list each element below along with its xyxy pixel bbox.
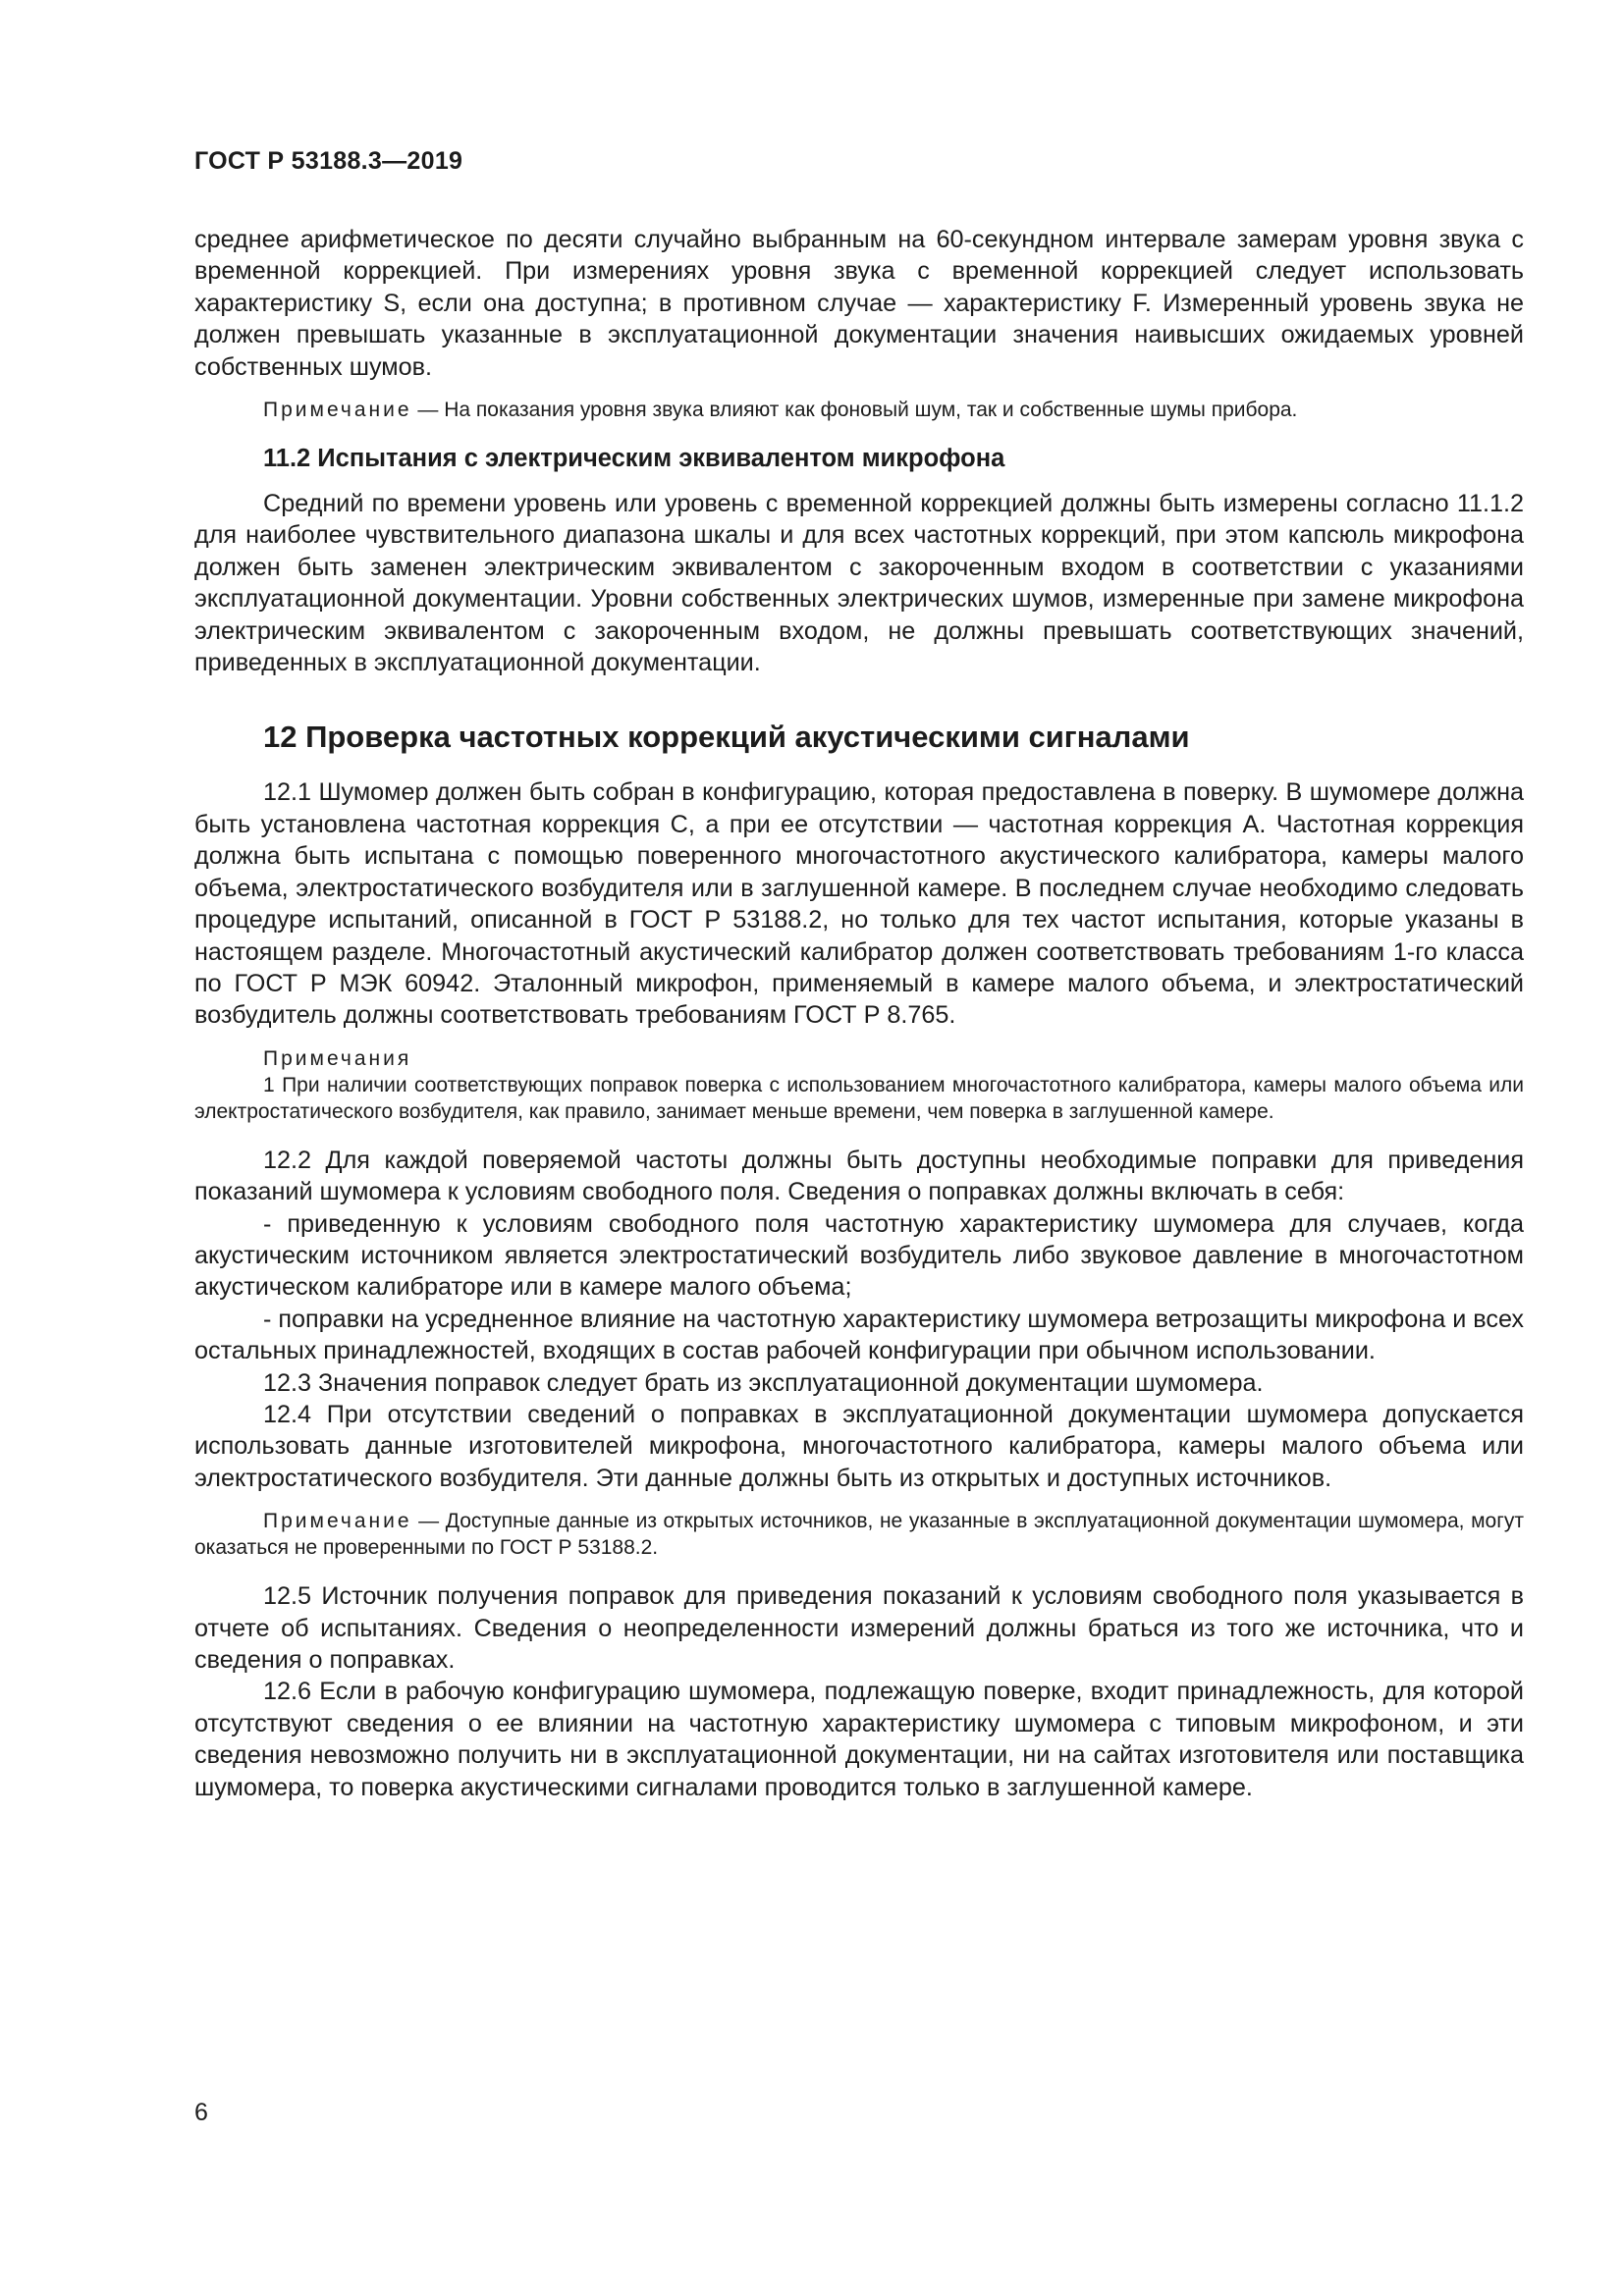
note-sound-level — [194, 397, 1524, 423]
paragraph-11-2: Средний по времени уровень или уровень с временной коррекцией должны быть измерены согласно 11.1.2 для наиболее чувствительного диапазона шкалы и для всех частотных коррекций, при этом капсюль микрофона должен быть заменен электрическим эквивалентом с закороченным входом в соответствии с указаниями эксплуатационной документации. Уровни собственных электрических шумов, измеренные при замене микрофона электрическим эквивалентом с закороченным входом, не должны превышать соответствующих значений, приведенных в эксплуатационной документации. — [194, 490, 1524, 677]
paragraph-12-5: 12.5 Источник получения поправок для приведения показаний к условиям свободного поля указывается в отчете об испытаниях. Сведения о неопределенности измерений должны браться из того же источника, что и сведения о поправках. — [194, 1582, 1524, 1674]
paragraph-12-4: 12.4 При отсутствии сведений о поправках в эксплуатационной документации шумомера допускается использовать данные изготовителей микрофона, многочастотного калибратора, камеры малого объема или электростатического возбудителя. Эти данные должны быть из открытых и доступных источников. — [194, 1400, 1524, 1492]
section-heading-12: 12 Проверка частотных коррекций акустическими сигналами — [263, 720, 1190, 755]
list-item-windscreen-corrections: - поправки на усредненное влияние на частотную характеристику шумомера ветрозащиты микрофона и всех остальных принадлежностей, входящих в состав рабочей конфигурации при обычном использовании. — [194, 1305, 1525, 1365]
note-open-sources — [194, 1508, 1524, 1561]
page-number: 6 — [194, 2099, 208, 2126]
notes-heading: Примечания — [263, 1046, 412, 1070]
document-code-header: ГОСТ Р 53188.3—2019 — [194, 147, 463, 175]
note-text: — На показания уровня звука влияют как фоновый шум, так и собственные шумы прибора. — [411, 399, 1298, 422]
note-label: Примечание — [263, 1510, 412, 1533]
list-item-frequency-response: - приведенную к условиям свободного поля частотную характеристику шумомера для случаев, когда акустическим источником является электростатический возбудитель либо звуковое давление в многочастотном акустическом калибраторе или в камере малого объема; — [194, 1209, 1524, 1302]
note-text: — Доступные данные из открытых источников, не указанные в эксплуатационной документации шумомера, могут оказаться не проверенными по ГОСТ Р 53188.2. — [194, 1510, 1524, 1560]
note-item-1: 1 При наличии соответствующих поправок поверка с использованием многочастотного калибратора, камеры малого объема или электростатического возбудителя, как правило, занимает меньше времени, чем поверка в заглушенной камере. — [194, 1073, 1524, 1123]
note-label: Примечание — [263, 399, 412, 422]
paragraph-continuation: среднее арифметическое по десяти случайно выбранным на 60-секундном интервале замерам уровня звука с временной коррекцией. При измерениях уровня звука с временной коррекцией следует использовать характеристику S, если она доступна; в противном случае — характеристику F. Измеренный уровень звука не должен превышать указанные в эксплуатационной документации значения наивысших ожидаемых уровней собственных шумов. — [194, 226, 1524, 381]
paragraph-12-3: 12.3 Значения поправок следует брать из эксплуатационной документации шумомера. — [263, 1368, 1264, 1397]
paragraph-12-1: 12.1 Шумомер должен быть собран в конфигурацию, которая предоставлена в поверку. В шумомере должна быть установлена частотная коррекция С, а при ее отсутствии — частотная коррекция А. Частотная коррекция должна быть испытана с помощью поверенного многочастотного акустического калибратора, камеры малого объема, электростатического возбудителя или в заглушенной камере. В последнем случае необходимо следовать процедуре испытаний, описанной в ГОСТ Р 53188.2, но только для тех частот испытания, которые указаны в настоящем разделе. Многочастотный акустический калибратор должен соответствовать требованиям 1-го класса по ГОСТ Р МЭК 60942. Эталонный микрофон, применяемый в камере малого объема, и электростатический возбудитель должны соответствовать требованиям ГОСТ Р 8.765. — [194, 778, 1524, 1030]
page-body — [194, 224, 1524, 1803]
paragraph-12-6: 12.6 Если в рабочую конфигурацию шумомера, подлежащую поверке, входит принадлежность, для которой отсутствуют сведения о ее влиянии на частотную характеристику шумомера с типовым микрофоном, и эти сведения невозможно получить ни в эксплуатационной документации, ни на сайтах изготовителя или поставщика шумомера, то поверка акустическими сигналами проводится только в заглушенной камере. — [194, 1678, 1524, 1801]
section-heading-11-2: 11.2 Испытания с электрическим эквивалентом микрофона — [263, 445, 1005, 473]
paragraph-12-2: 12.2 Для каждой поверяемой частоты должны быть доступны необходимые поправки для приведения показаний шумомера к условиям свободного поля. Сведения о поправках должны включать в себя: — [194, 1146, 1524, 1206]
